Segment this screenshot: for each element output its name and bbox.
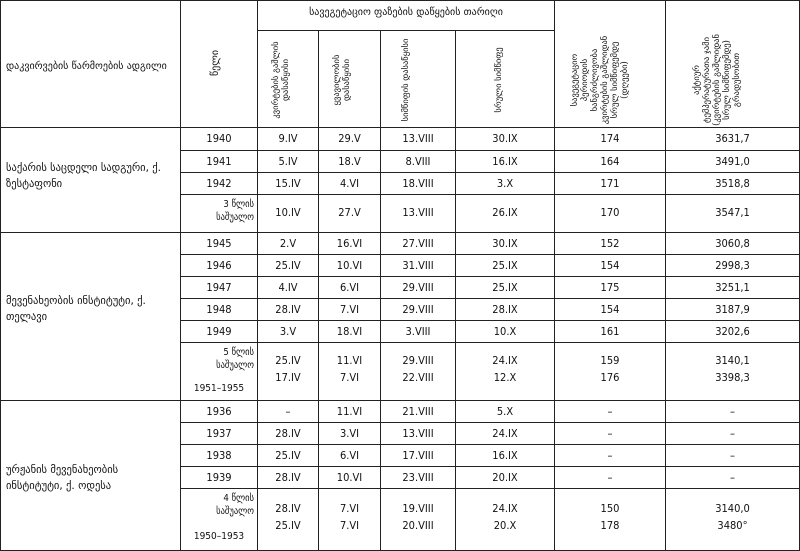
cell-flowering: 7.VI <box>339 519 360 532</box>
row-rule <box>180 488 800 489</box>
cell-full-maturity: 28.IX <box>492 303 518 316</box>
cell-bud-break: 17.IV <box>275 371 301 384</box>
cell-full-maturity: 24.IX <box>492 427 518 440</box>
cell-temperature-sum: – <box>730 427 735 440</box>
cell-year: 1948 <box>206 303 232 316</box>
cell-year: 1937 <box>206 427 232 440</box>
cell-bud-break: 9.IV <box>278 132 298 145</box>
cell-vegetation-days: – <box>607 405 613 418</box>
cell-year: 1946 <box>206 259 232 272</box>
header-bud-break: კვირტების გაშლის დასაწყისი <box>271 41 291 119</box>
row-rule <box>180 254 800 255</box>
cell-ripening: 13.VIII <box>402 206 434 219</box>
table-border-top <box>0 0 800 1</box>
cell-temperature-sum: 3398,3 <box>715 371 750 384</box>
cell-bud-break: 25.IV <box>275 259 301 272</box>
cell-full-maturity: 26.IX <box>492 206 518 219</box>
col-rule <box>180 0 181 551</box>
cell-flowering: 7.VI <box>339 303 360 316</box>
cell-flowering: 29.V <box>338 132 361 145</box>
cell-year-average: 3 წლის საშუალო <box>216 199 254 223</box>
row-rule <box>180 320 800 321</box>
cell-full-maturity: 24.IX <box>492 502 518 515</box>
location-odessa: ურჟანის მევენახეობის ინსტიტუტი, ქ. ოდესა <box>6 464 119 492</box>
cell-year-range: 1950–1953 <box>193 531 245 542</box>
cell-full-maturity: 30.IX <box>492 237 518 250</box>
cell-vegetation-days: 164 <box>600 155 620 168</box>
cell-year-range: 1951–1955 <box>193 383 245 394</box>
cell-ripening: 18.VIII <box>402 177 434 190</box>
cell-bud-break: 4.IV <box>278 281 298 294</box>
cell-flowering: 18.VI <box>336 325 363 338</box>
row-rule <box>180 150 800 151</box>
cell-bud-break: 25.IV <box>275 519 301 532</box>
header-ripening: სიმწიფის დასაწყისი <box>401 38 411 122</box>
row-rule <box>180 422 800 423</box>
cell-vegetation-days: 159 <box>600 354 620 367</box>
cell-bud-break: 2.V <box>279 237 297 250</box>
cell-full-maturity: 3.X <box>496 177 514 190</box>
cell-year: 1942 <box>206 177 232 190</box>
cell-full-maturity: 20.IX <box>492 471 518 484</box>
header-phase-group: სავეგეტაციო ფაზების დაწყების თარიღი <box>309 7 503 18</box>
header-subrule <box>257 30 554 31</box>
col-rule <box>554 0 555 551</box>
row-rule <box>180 298 800 299</box>
location-zestaponi: საქარის საცდელი სადგური, ქ. ზესტაფონი <box>6 162 162 190</box>
cell-ripening: 29.VIII <box>402 303 434 316</box>
cell-temperature-sum: 3202,6 <box>715 325 750 338</box>
cell-ripening: 31.VIII <box>402 259 434 272</box>
cell-vegetation-days: – <box>607 427 613 440</box>
cell-full-maturity: 12.X <box>493 371 517 384</box>
cell-temperature-sum: 3140,1 <box>715 354 750 367</box>
header-temperature-sum: აქტიურ ტემპერატურათა ჯამი (კვირტების გაშლიდან სრულ სიმწიფემდე) გრადუსობით <box>692 34 742 126</box>
cell-ripening: 22.VIII <box>402 371 434 384</box>
cell-flowering: 11.VI <box>336 405 363 418</box>
cell-ripening: 8.VIII <box>405 155 431 168</box>
cell-flowering: 10.VI <box>336 471 363 484</box>
cell-flowering: 6.VI <box>339 281 360 294</box>
cell-flowering: 10.VI <box>336 259 363 272</box>
cell-flowering: 11.VI <box>336 354 363 367</box>
cell-temperature-sum: 3140,0 <box>715 502 750 515</box>
cell-vegetation-days: – <box>607 449 613 462</box>
cell-bud-break: 28.IV <box>275 303 301 316</box>
cell-bud-break: 5.IV <box>278 155 298 168</box>
row-rule <box>180 342 800 343</box>
row-rule <box>180 276 800 277</box>
cell-temperature-sum: 3187,9 <box>715 303 750 316</box>
cell-temperature-sum: 3251,1 <box>715 281 750 294</box>
cell-temperature-sum: – <box>730 449 735 462</box>
cell-vegetation-days: 171 <box>600 177 620 190</box>
cell-ripening: 13.VIII <box>402 132 434 145</box>
cell-full-maturity: 24.IX <box>492 354 518 367</box>
cell-bud-break: 15.IV <box>275 177 301 190</box>
cell-flowering: 4.VI <box>339 177 360 190</box>
cell-ripening: 13.VIII <box>402 427 434 440</box>
header-full-maturity: სრული სიმწიფე <box>494 47 504 113</box>
cell-temperature-sum: 3491,0 <box>715 155 750 168</box>
cell-bud-break: 28.IV <box>275 502 301 515</box>
header-flowering: ყვავილობის დასაწყისი <box>332 54 352 106</box>
cell-temperature-sum: 2998,3 <box>715 259 750 272</box>
header-location: დაკვირვების წარმოების ადგილი <box>6 61 167 72</box>
cell-bud-break: 28.IV <box>275 427 301 440</box>
cell-vegetation-days: 161 <box>600 325 620 338</box>
cell-year-average: 5 წლის საშუალო <box>216 347 254 371</box>
cell-flowering: 6.VI <box>339 449 360 462</box>
col-rule <box>257 0 258 551</box>
cell-year: 1940 <box>206 132 232 145</box>
section-rule <box>0 400 800 401</box>
cell-ripening: 21.VIII <box>402 405 434 418</box>
header-year: წელი <box>210 49 221 77</box>
cell-vegetation-days: 175 <box>600 281 620 294</box>
cell-temperature-sum: 3518,8 <box>715 177 750 190</box>
cell-year: 1939 <box>206 471 232 484</box>
cell-temperature-sum: 3480° <box>717 519 748 532</box>
cell-ripening: 29.VIII <box>402 281 434 294</box>
cell-ripening: 23.VIII <box>402 471 434 484</box>
cell-year: 1949 <box>206 325 232 338</box>
cell-year: 1945 <box>206 237 232 250</box>
cell-year: 1941 <box>206 155 232 168</box>
cell-vegetation-days: – <box>607 471 613 484</box>
cell-vegetation-days: 174 <box>600 132 620 145</box>
cell-full-maturity: 30.IX <box>492 132 518 145</box>
cell-bud-break: 28.IV <box>275 471 301 484</box>
row-rule <box>180 172 800 173</box>
cell-full-maturity: 5.X <box>496 405 514 418</box>
cell-ripening: 27.VIII <box>402 237 434 250</box>
cell-full-maturity: 25.IX <box>492 281 518 294</box>
cell-year: 1938 <box>206 449 232 462</box>
cell-vegetation-days: 178 <box>600 519 620 532</box>
cell-full-maturity: 10.X <box>493 325 517 338</box>
header-vegetation-days: სავეგეტაციო პერიოდის ხანგრძლივობა კვირტების გაშლიდან სრულ სიმწიფემდე (დღეები) <box>570 35 630 125</box>
row-rule <box>180 444 800 445</box>
cell-flowering: 3.VI <box>339 427 360 440</box>
cell-flowering: 7.VI <box>339 502 360 515</box>
cell-year: 1936 <box>206 405 232 418</box>
header-bottom-rule <box>0 127 800 128</box>
cell-ripening: 3.VIII <box>405 325 431 338</box>
cell-flowering: 27.V <box>338 206 361 219</box>
cell-vegetation-days: 154 <box>600 259 620 272</box>
cell-year: 1947 <box>206 281 232 294</box>
cell-bud-break: 25.IV <box>275 354 301 367</box>
row-rule <box>180 194 800 195</box>
cell-vegetation-days: 152 <box>600 237 620 250</box>
cell-ripening: 20.VIII <box>402 519 434 532</box>
cell-bud-break: 10.IV <box>275 206 301 219</box>
cell-temperature-sum: – <box>730 471 735 484</box>
cell-full-maturity: 25.IX <box>492 259 518 272</box>
cell-bud-break: 25.IV <box>275 449 301 462</box>
cell-temperature-sum: – <box>730 405 735 418</box>
cell-full-maturity: 20.X <box>493 519 517 532</box>
cell-year-average: 4 წლის საშუალო <box>216 493 254 517</box>
cell-vegetation-days: 150 <box>600 502 620 515</box>
cell-vegetation-days: 170 <box>600 206 620 219</box>
cell-bud-break: 3.V <box>279 325 297 338</box>
cell-temperature-sum: 3631,7 <box>715 132 750 145</box>
table-border-left <box>0 0 1 551</box>
cell-bud-break: – <box>285 405 291 418</box>
cell-vegetation-days: 154 <box>600 303 620 316</box>
row-rule <box>180 466 800 467</box>
cell-vegetation-days: 176 <box>600 371 620 384</box>
cell-ripening: 29.VIII <box>402 354 434 367</box>
cell-flowering: 18.V <box>338 155 361 168</box>
cell-ripening: 17.VIII <box>402 449 434 462</box>
cell-flowering: 7.VI <box>339 371 360 384</box>
section-rule <box>0 232 800 233</box>
cell-temperature-sum: 3060,8 <box>715 237 750 250</box>
cell-full-maturity: 16.IX <box>492 155 518 168</box>
cell-ripening: 19.VIII <box>402 502 434 515</box>
cell-temperature-sum: 3547,1 <box>715 206 750 219</box>
cell-flowering: 16.VI <box>336 237 363 250</box>
location-telavi: მევენახეობის ინსტიტუტი, ქ. თელავი <box>6 295 146 323</box>
col-rule <box>665 0 666 551</box>
cell-full-maturity: 16.IX <box>492 449 518 462</box>
